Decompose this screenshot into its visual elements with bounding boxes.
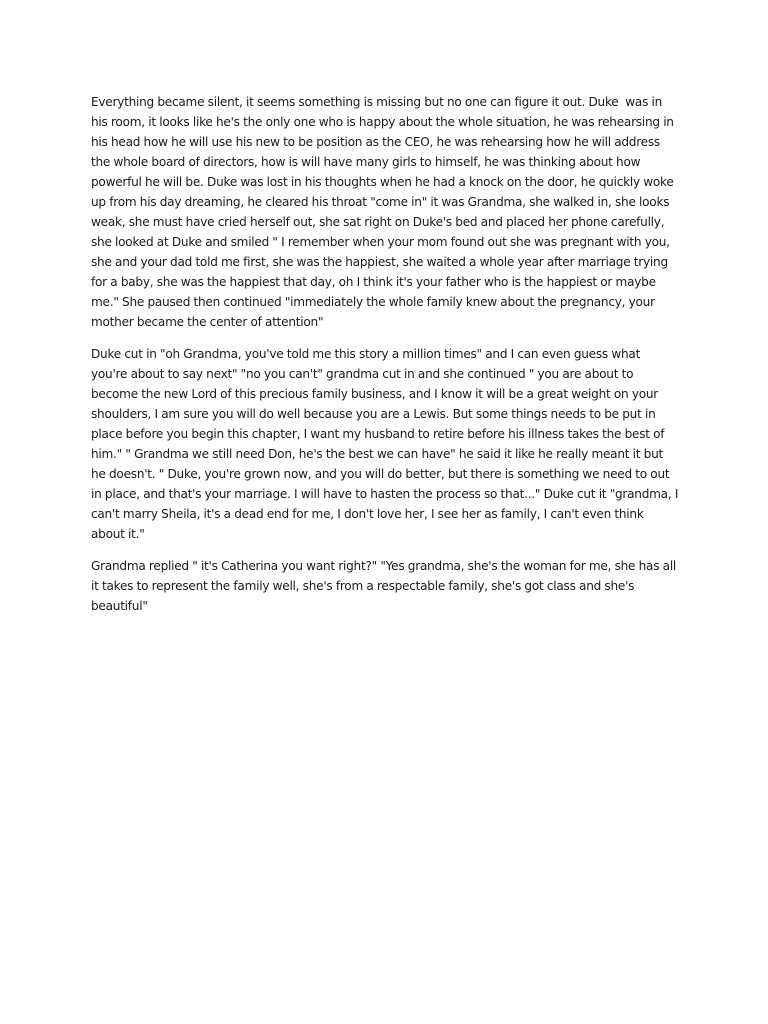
document-body [91, 92, 682, 628]
paragraph-1: Everything became silent, it seems something is missing but no one can figure it out. Duke was in his room, it looks like he's the only one who is happy about the whole situation, he was rehearsing in his head how he will use his new to be position as the CEO, he was rehearsing how he will address the whole board of directors, how is will have many girls to himself, he was thinking about how powerful he will be. Duke was lost in his thoughts when he had a knock on the door, he quickly woke up from his day dreaming, he cleared his throat "come in" it was Grandma, she walked in, she looks weak, she must have cried herself out, she sat right on Duke's bed and placed her phone carefully, she looked at Duke and smiled " I remember when your mom found out she was pregnant with you, she and your dad told me first, she was the happiest, she waited a whole year after marriage trying for a baby, she was the happiest that day, oh I think it's your father who is the happiest or maybe me." She paused then continued "immediately the whole family knew about the pregnancy, your mother became the center of attention" [91, 95, 678, 329]
paragraph-3: Grandma replied " it's Catherina you want right?" "Yes grandma, she's the woman for me, she has all it takes to represent the family well, she's from a respectable family, she's got class and she's beautiful" [91, 559, 680, 613]
paragraph-2: Duke cut in "oh Grandma, you've told me this story a million times" and I can even guess what you're about to say next" "no you can't" grandma cut in and she continued " you are about to become the new Lord of this precious family business, and I know it will be a great weight on your shoulders, I am sure you will do well because you are a Lewis. But some things needs to be put in place before you begin this chapter, I want my husband to retire before his illness takes the best of him." " Grandma we still need Don, he's the best we can have" he said it like he really meant it but he doesn't. " Duke, you're grown now, and you will do better, but there is something we need to out in place, and that's your marriage. I will have to hasten the process so that..." Duke cut it "grandma, I can't marry Sheila, it's a dead end for me, I don't love her, I see her as family, I can't even think about it." [91, 347, 682, 541]
